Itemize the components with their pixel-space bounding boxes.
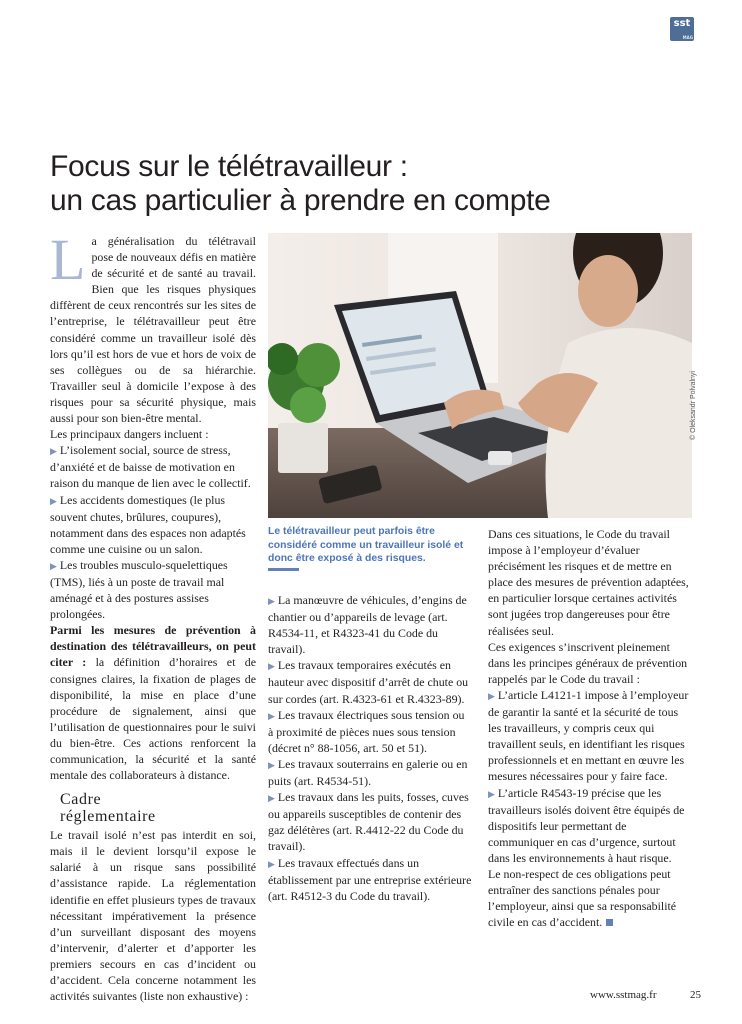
principle-item: ▶ L’article L4121-1 impose à l’employeur de garantir la santé et la sécurité de tous les travailleurs, y compris ceux qui travaillent seuls, en identifiant les risques professionnels et en mettant en œuvre les mesures nécessaires pour y faire face.: [488, 687, 689, 784]
article-title: [50, 150, 690, 218]
cadre-text: Le travail isolé n’est pas interdit en soi, mais il le devient lorsqu’il expose le salarié à un risque sans possibilité d’assistance rapide. La réglementation identifie en effet plusieurs types de travaux nécessitant impérativement la présence d’un surveillant disposant des moyens d’intervenir, d’alerter et d’apporter les premiers secours en cas d’incident ou d’accident. Cela concerne notamment les activités suivantes (liste non exhaustive) :: [50, 828, 256, 1004]
page-number: 25: [690, 989, 701, 1001]
bullet-triangle-icon: ▶: [268, 858, 275, 869]
situations-paragraph: Dans ces situations, le Code du travail impose à l’employeur d’évaluer précisément les risques et de mettre en place des mesures de prévention adaptées, en particulier lorsque certaines activités sont jugées trop dangereuses pour être réalisées seul.: [488, 527, 689, 638]
work-item: ▶ Les travaux souterrains en galerie ou en puits (art. R4534-51).: [268, 756, 468, 789]
logo-text: sst: [673, 18, 691, 29]
article-photo: [268, 233, 692, 518]
work-item: ▶ La manœuvre de véhicules, d’engins de chantier ou d’appareils de levage (art. R4534-11, et R4323-41 du Code du travail).: [268, 593, 467, 657]
bullet-triangle-icon: ▶: [268, 710, 275, 721]
caption-underline: [268, 568, 299, 571]
bullet-triangle-icon: ▶: [268, 793, 275, 804]
work-item: ▶ Les travaux temporaires exécutés en hauteur avec dispositif d’arrêt de chute ou sur cordes (art. R.4323-61 et R.4323-89).: [268, 658, 469, 706]
bullet-triangle-icon: ▶: [50, 560, 57, 571]
end-mark-icon: [606, 919, 613, 926]
column-3: [488, 526, 693, 930]
title-line-1: Focus sur le télétravailleur :: [50, 150, 408, 183]
bullet-triangle-icon: ▶: [50, 446, 57, 457]
closing-paragraph: Le non-respect de ces obligations peut entraîner des sanctions pénales pour l’employeur, ainsi que sa responsabilité civile en cas d’accident.: [488, 866, 677, 930]
title-line-2: un cas particulier à prendre en compte: [50, 184, 551, 217]
work-item: ▶ Les travaux dans les puits, fosses, cuves ou appareils susceptibles de contenir des gaz délétères (art. R.4412-22 du Code du travail).: [268, 790, 469, 854]
danger-item: ▶ Les accidents domestiques (le plus souvent chutes, brûlures, coupures), notamment dans des espaces non adaptés comme une cuisine ou un salon.: [50, 492, 246, 556]
cadre-line-2: réglementaire: [60, 808, 156, 826]
photo-credit: © Oleksandr Polvalnyi: [690, 371, 697, 440]
bullet-triangle-icon: ▶: [488, 690, 495, 701]
bullet-triangle-icon: ▶: [268, 759, 275, 770]
danger-item: ▶ L’isolement social, source de stress, d’anxiété et de baisse de motivation en raison du manque de lien avec le collectif.: [50, 443, 251, 491]
intro-text: a généralisation du télétravail pose de nouveaux défis en matière de sécurité et de santé au travail. Bien que les risques physiques diffèrent de ceux rencontrés sur les sites de l’entreprise, le télétravailleur peut être considéré comme un travailleur isolé dès lors qu’il est hors de vue et hors de voix de ses collègues ou de sa hiérarchie. Travailler seul à domicile l’expose à des risques pour sa sécurité physique, mais aussi pour son bien-être mental.: [50, 234, 256, 426]
principle-item: ▶ L’article R4543-19 précise que les travailleurs isolés doivent être équipés de dispositifs leur permettant de communiquer en cas d’urgence, surtout dans les environnements à haut risque.: [488, 785, 685, 865]
photo-caption: Le télétravailleur peut parfois être considéré comme un travailleur isolé et donc être exposé à des risques.: [268, 526, 464, 564]
measures-bold: Parmi les mesures de prévention à destination des télétravailleurs, on peut citer :: [50, 623, 256, 670]
column-2: [268, 592, 472, 904]
intro-paragraph: [50, 227, 256, 426]
section-heading-cadre: [60, 791, 256, 825]
measures-text: la définition d’horaires et de consignes claires, la fixation de plages de disponibilité, la mise en place d’une procédure de signalement, ainsi que l’utilisation de questionnaires pour le suivi du bien-être. Ces actions renforcent la communication, la sécurité et la santé mentale des collaborateurs à distance.: [50, 655, 256, 783]
bullet-triangle-icon: ▶: [268, 661, 275, 672]
bullet-triangle-icon: ▶: [50, 495, 57, 506]
sst-mag-logo: [670, 17, 694, 41]
bullet-triangle-icon: ▶: [268, 596, 275, 606]
drop-cap: L: [50, 227, 86, 292]
work-item: ▶ Les travaux électriques sous tension ou à proximité de pièces nues sous tension (décret n° 88-1056, art. 50 et 51).: [268, 707, 465, 755]
dangers-lead: Les principaux dangers incluent :: [50, 427, 209, 442]
column-1: [50, 227, 256, 1004]
work-item: ▶ Les travaux effectués dans un établissement par une entreprise extérieure (art. R4512-3 du Code du travail).: [268, 855, 472, 903]
logo-sub: MAG: [682, 35, 693, 40]
footer-url: www.sstmag.fr: [590, 989, 657, 1001]
bullet-triangle-icon: ▶: [488, 788, 495, 799]
cadre-line-1: Cadre: [60, 791, 102, 809]
measures-paragraph: [50, 622, 256, 783]
danger-item: ▶ Les troubles musculo-squelettiques (TMS), liés à un poste de travail mal aménagé et à des postures assises prolongées.: [50, 557, 228, 622]
principles-lead: Ces exigences s’inscrivent pleinement dans les principes généraux de prévention rappelés par le Code du travail :: [488, 639, 688, 686]
teleworker-laptop-image: [268, 233, 692, 518]
